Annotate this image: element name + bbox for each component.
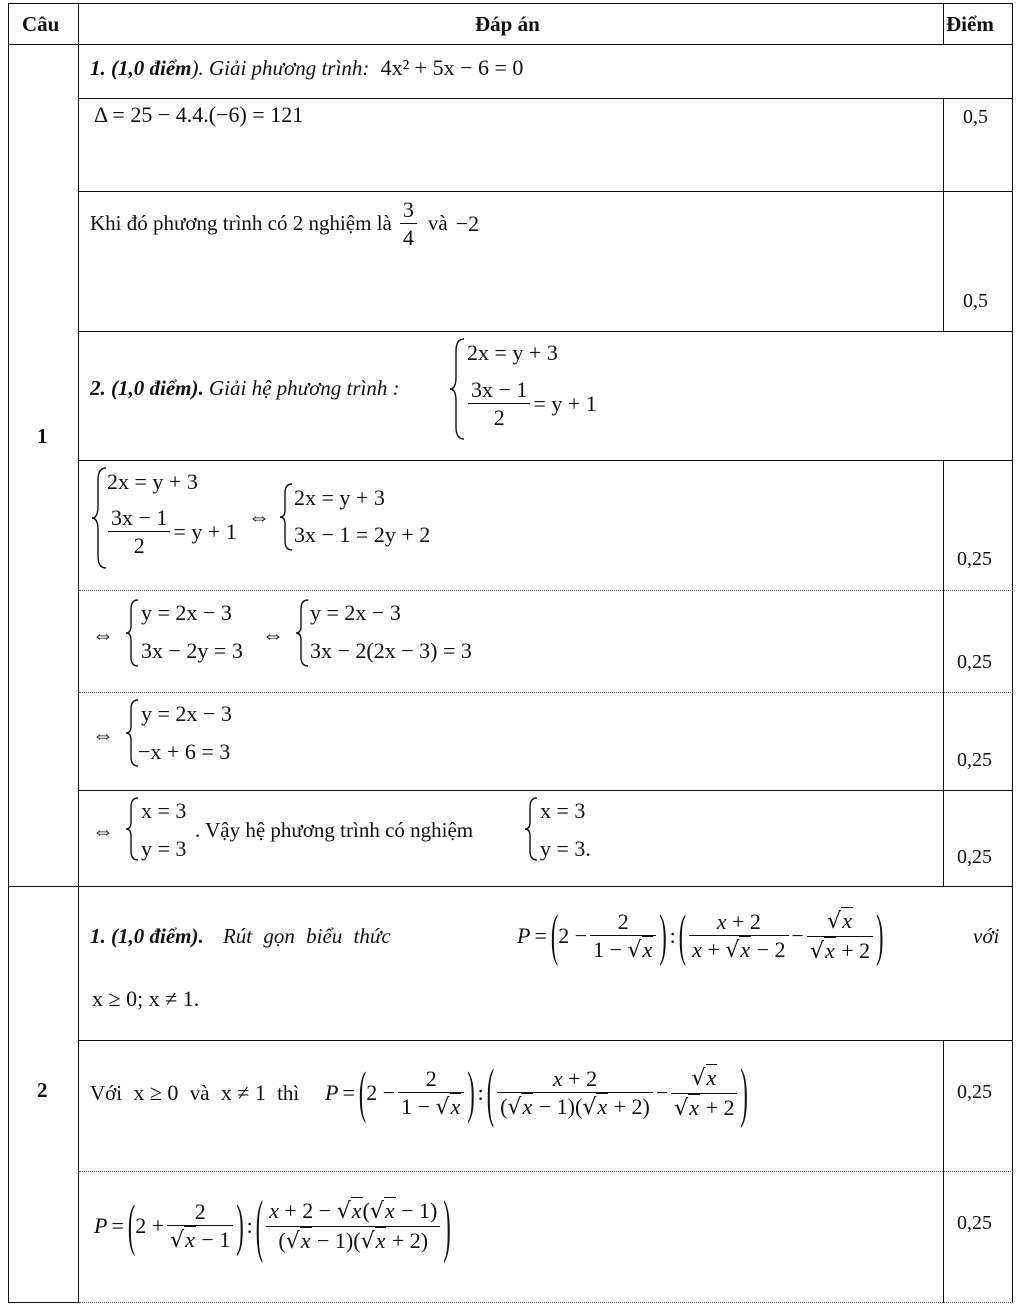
q2-step2-expression: P = ( 2 + $\frac{2}{√x - 1}$ ) : ( $\frac{x + 2 - √x(√x - 1)}{(√x - 1)(√x + 2)}$ ) xyxy=(94,1184,451,1265)
step3-eq2: −x + 6 = 3 xyxy=(138,739,231,764)
score-q2-s1: 0,25 xyxy=(957,1081,992,1103)
q1-part1-title xyxy=(90,57,523,79)
q1-part2-title xyxy=(90,378,400,399)
step2-b1: y = 2x − 3 xyxy=(310,600,401,625)
step1-rhs: = y + 1 xyxy=(173,518,237,544)
row-sep xyxy=(78,790,1013,791)
question-sep xyxy=(8,886,1013,887)
score-q1-p2-s2: 0,25 xyxy=(957,651,992,673)
q2-part1-instruction: Rút gọn biểu thức xyxy=(222,924,391,948)
eq2-rhs: = y + 1 xyxy=(533,390,597,416)
solution-y-value: y = 3 xyxy=(540,836,586,861)
table-left-border xyxy=(8,3,9,1303)
header-answer: Đáp án xyxy=(475,12,540,36)
q1-part1-roots xyxy=(90,198,479,249)
q1-part1-instruction: ). Giải phương trình: xyxy=(191,56,370,80)
score-q1-p2-s3: 0,25 xyxy=(957,749,992,771)
then-word: thì xyxy=(277,1081,300,1105)
score-divider xyxy=(943,460,944,887)
cau-column-bottom xyxy=(8,1302,79,1303)
step1-eq1: 2x = y + 3 xyxy=(107,469,198,494)
q1-part2-label: 2. (1,0 điểm). xyxy=(90,376,204,400)
and-word: và xyxy=(189,1081,210,1105)
step3-eq1: y = 2x − 3 xyxy=(141,701,232,726)
brace-icon xyxy=(124,598,142,668)
question-number-2: 2 xyxy=(37,1078,48,1102)
q2-part1-title xyxy=(90,926,391,947)
step4-x: x = 3 xyxy=(141,798,187,823)
root-fraction xyxy=(400,198,417,249)
step2-b2: 3x − 2(2x − 3) = 3 xyxy=(310,638,472,663)
row-sep xyxy=(78,191,1013,192)
equiv-symbol: ⇔ xyxy=(262,622,284,647)
cond-nonneg: x ≥ 0 xyxy=(133,1080,179,1105)
cond-not-one: x ≠ 1 xyxy=(220,1080,266,1105)
column-divider-cau xyxy=(78,3,79,1303)
system-eq2 xyxy=(465,378,597,429)
header-bottom-border xyxy=(8,44,1013,45)
equiv-symbol: ⇔ xyxy=(92,818,114,843)
step2-a2: 3x − 2y = 3 xyxy=(141,638,243,663)
q2-step1-prefix xyxy=(90,1082,299,1104)
score-q1-p1-s1: 0,5 xyxy=(963,106,988,128)
step1-denominator: 2 xyxy=(133,533,145,559)
step1-fraction xyxy=(108,506,170,557)
row-sep xyxy=(78,460,1013,461)
step1-eq4: 3x − 1 = 2y + 2 xyxy=(294,522,431,547)
header-score: Điểm xyxy=(946,12,994,36)
row-sep xyxy=(78,1040,1013,1041)
score-q1-p2-s4: 0,25 xyxy=(957,846,992,868)
score-q1-p2-s1: 0,25 xyxy=(957,548,992,570)
row-sep xyxy=(78,331,1013,332)
table-right-border xyxy=(1012,3,1013,1303)
root-numerator: 3 xyxy=(400,198,417,224)
q2-part1-label: 1. (1,0 điểm). xyxy=(90,924,204,948)
p-expression: P = ( 2 − $\frac{2}{1 - √x}$ ) : ( $\frac{x + 2}{x + √x - 2}$ − $\frac{√x}{√x + 2}$ ) xyxy=(517,902,884,968)
row-sep-dotted xyxy=(79,1171,1013,1172)
step2-a1: y = 2x − 3 xyxy=(141,600,232,625)
question-number-1: 1 xyxy=(37,424,48,448)
q1-part2-instruction: Giải hệ phương trình : xyxy=(208,376,400,400)
q1-part1-discriminant: Δ = 25 − 4.4.(−6) = 121 xyxy=(94,102,304,127)
table-top-border xyxy=(8,3,1013,4)
q2-condition: x ≥ 0; x ≠ 1. xyxy=(92,986,200,1011)
eq2-fraction xyxy=(468,378,530,429)
solution-y: y = 3. xyxy=(540,836,591,861)
eq2-numerator: 3x − 1 xyxy=(468,378,530,404)
score-q2-s2: 0,25 xyxy=(957,1212,992,1234)
q2-step1-expression: P = ( 2 − $\frac{2}{1 - √x}$ ) : ( $\frac{x + 2}{(√x - 1)(√x + 2)}$ − $\frac{√x}{√x + 2}$ ) xyxy=(325,1054,748,1129)
score-divider xyxy=(943,1040,944,1303)
and-word: và xyxy=(427,211,448,236)
column-divider-score-header xyxy=(943,3,944,45)
equiv-symbol: ⇔ xyxy=(248,504,270,529)
step1-eq2 xyxy=(105,506,237,557)
q1-roots-text: Khi đó phương trình có 2 nghiệm là xyxy=(90,211,392,236)
step4-y: y = 3 xyxy=(141,836,187,861)
score-q1-p1-s2: 0,5 xyxy=(963,290,988,312)
table-bottom-dotted xyxy=(79,1302,1013,1303)
equiv-symbol: ⇔ xyxy=(92,622,114,647)
with-word: với xyxy=(973,924,1000,948)
step1-numerator: 3x − 1 xyxy=(108,506,170,532)
row-sep-dotted xyxy=(79,590,1013,591)
with-prefix: Với xyxy=(90,1081,123,1105)
solution-x: x = 3 xyxy=(540,798,586,823)
row-sep-dotted xyxy=(79,692,1013,693)
root-denominator: 4 xyxy=(402,225,414,251)
root-two: −2 xyxy=(455,210,480,236)
step1-eq3: 2x = y + 3 xyxy=(294,485,385,510)
q1-part1-equation: 4x² + 5x − 6 = 0 xyxy=(380,55,524,80)
header-cau: Câu xyxy=(22,12,60,36)
q1-part1-label: 1. (1,0 điểm xyxy=(90,56,192,80)
row-sep xyxy=(78,98,1013,99)
score-divider xyxy=(943,98,944,332)
eq2-denominator: 2 xyxy=(493,405,505,431)
brace-icon xyxy=(124,796,142,862)
system-eq1: 2x = y + 3 xyxy=(467,340,558,365)
step4-conclusion: . Vậy hệ phương trình có nghiệm xyxy=(195,818,474,842)
equiv-symbol: ⇔ xyxy=(92,722,114,747)
brace-icon xyxy=(523,796,541,862)
